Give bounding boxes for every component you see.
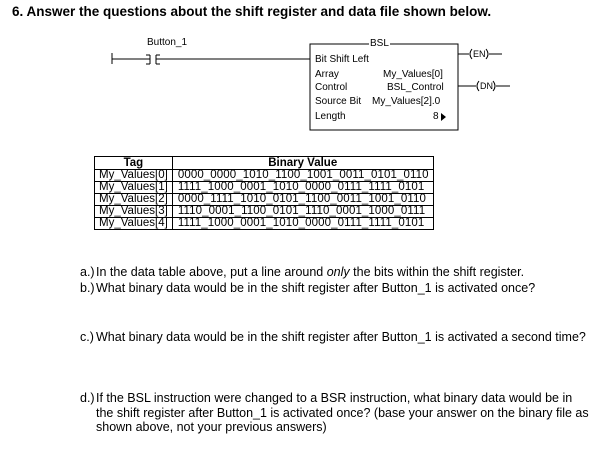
question-title: 6. Answer the questions about the shift register and data file shown below. bbox=[12, 4, 492, 19]
question-a-emphasis: only bbox=[326, 265, 350, 279]
contact-tag: Button_1 bbox=[147, 37, 188, 48]
length-arrow-icon bbox=[441, 113, 446, 121]
source-value: My_Values[2].0 bbox=[372, 96, 441, 107]
data-table bbox=[94, 156, 434, 230]
header-tag: Tag bbox=[95, 157, 173, 170]
length-label: Length bbox=[315, 111, 346, 122]
row-value: 0000_1111_1010_0101_1100_0011_1001_0110 bbox=[172, 194, 433, 206]
table-row bbox=[95, 170, 434, 182]
table-row bbox=[95, 182, 434, 194]
dn-coil: DN bbox=[480, 81, 493, 91]
row-value: 1111_1000_0001_1010_0000_0111_1111_0101 bbox=[172, 218, 433, 230]
row-tag: My_Values[3] bbox=[95, 206, 173, 218]
control-value: BSL_Control bbox=[387, 82, 444, 93]
control-label: Control bbox=[315, 82, 348, 93]
table-row bbox=[95, 218, 434, 230]
array-value: My_Values[0] bbox=[383, 69, 443, 80]
source-label: Source Bit bbox=[315, 96, 362, 107]
length-value: 8 bbox=[433, 111, 439, 122]
question-b bbox=[80, 281, 600, 296]
instruction-name: BSL bbox=[370, 38, 389, 49]
row-tag: My_Values[1] bbox=[95, 182, 173, 194]
table-row bbox=[95, 206, 434, 218]
question-d-text: If the BSL instruction were changed to a BSR instruction, what binary data would be in the shift register after Button_1 is activated once? (base your answer on the binary file as shown above, not your previous answers) bbox=[96, 391, 589, 434]
question-c-text: What binary data would be in the shift register after Button_1 is activated a second time? bbox=[96, 330, 586, 344]
question-a-label: a.) bbox=[80, 265, 95, 279]
question-a-text-post: the bits within the shift register. bbox=[349, 265, 525, 279]
question-d-label: d.) bbox=[80, 391, 95, 405]
question-d bbox=[80, 391, 590, 435]
row-value: 1110_0001_1100_0101_1110_0001_1000_0111 bbox=[172, 206, 433, 218]
row-tag: My_Values[2] bbox=[95, 194, 173, 206]
row-value: 1111_1000_0001_1010_0000_0111_1111_0101 bbox=[172, 182, 433, 194]
array-label: Array bbox=[315, 69, 339, 80]
instruction-desc: Bit Shift Left bbox=[315, 54, 369, 65]
question-b-label: b.) bbox=[80, 281, 95, 295]
question-a bbox=[80, 265, 600, 280]
question-c-label: c.) bbox=[80, 330, 94, 344]
row-value: 0000_0000_1010_1100_1001_0011_0101_0110 bbox=[172, 170, 433, 182]
ladder-rung bbox=[0, 0, 616, 150]
header-binary-value: Binary Value bbox=[172, 157, 433, 170]
row-tag: My_Values[0] bbox=[95, 170, 173, 182]
row-tag: My_Values[4] bbox=[95, 218, 173, 230]
table-row bbox=[95, 194, 434, 206]
table-header-row bbox=[95, 157, 434, 170]
question-c bbox=[80, 330, 590, 345]
en-coil: EN bbox=[473, 49, 486, 59]
question-b-text: What binary data would be in the shift register after Button_1 is activated once? bbox=[96, 281, 536, 295]
question-a-text-pre: In the data table above, put a line around bbox=[96, 265, 327, 279]
